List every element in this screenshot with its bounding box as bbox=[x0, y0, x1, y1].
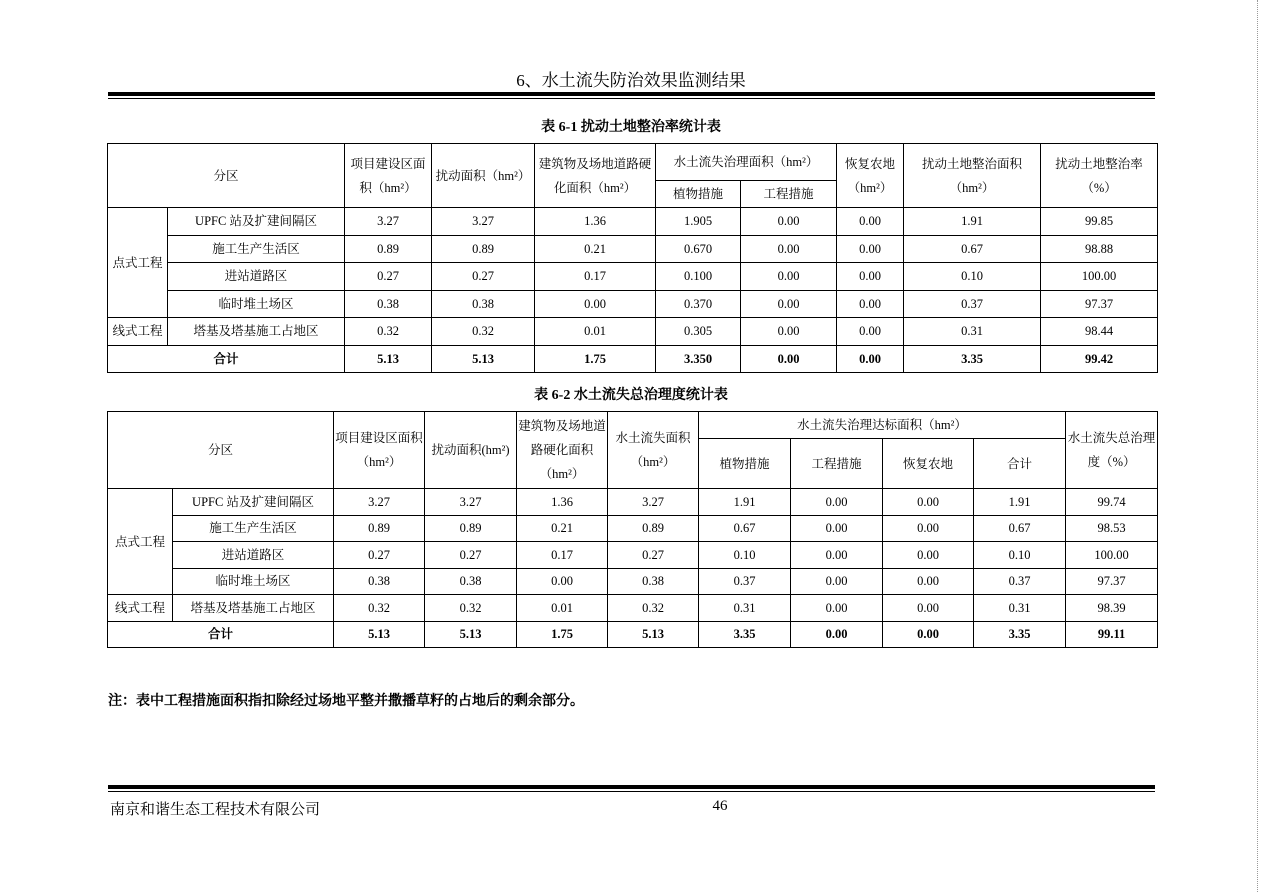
value-cell: 0.00 bbox=[883, 595, 974, 622]
total-cell: 5.13 bbox=[345, 345, 432, 373]
value-cell: 0.32 bbox=[608, 595, 699, 622]
header-farm: 恢复农地 bbox=[883, 439, 974, 489]
value-cell: 0.37 bbox=[974, 568, 1066, 595]
table-row bbox=[108, 489, 1158, 516]
header-eng: 工程措施 bbox=[791, 439, 883, 489]
value-cell: 0.27 bbox=[334, 542, 425, 569]
group-cell: 点式工程 bbox=[108, 208, 168, 318]
value-cell: 0.38 bbox=[334, 568, 425, 595]
zone-cell: 塔基及塔基施工占地区 bbox=[173, 595, 334, 622]
value-cell: 0.00 bbox=[791, 515, 883, 542]
header-plant: 植物措施 bbox=[699, 439, 791, 489]
value-cell: 0.38 bbox=[425, 568, 517, 595]
header-rate: 扰动土地整治率（%） bbox=[1041, 144, 1158, 208]
total-cell: 3.350 bbox=[656, 345, 741, 373]
value-cell: 0.89 bbox=[425, 515, 517, 542]
value-cell: 0.10 bbox=[904, 263, 1041, 291]
value-cell: 0.17 bbox=[517, 542, 608, 569]
value-cell: 0.00 bbox=[837, 318, 904, 346]
value-cell: 0.00 bbox=[883, 515, 974, 542]
value-cell: 0.00 bbox=[517, 568, 608, 595]
value-cell: 0.00 bbox=[741, 235, 837, 263]
value-cell: 0.89 bbox=[334, 515, 425, 542]
value-cell: 99.85 bbox=[1041, 208, 1158, 236]
value-cell: 1.91 bbox=[974, 489, 1066, 516]
value-cell: 0.67 bbox=[699, 515, 791, 542]
total-label: 合计 bbox=[108, 345, 345, 373]
table-row bbox=[108, 290, 1158, 318]
header-sum: 合计 bbox=[974, 439, 1066, 489]
zone-cell: 临时堆土场区 bbox=[168, 290, 345, 318]
header-disturb: 扰动面积（hm²） bbox=[432, 144, 535, 208]
value-cell: 0.27 bbox=[425, 542, 517, 569]
value-cell: 0.00 bbox=[741, 318, 837, 346]
total-cell: 5.13 bbox=[432, 345, 535, 373]
value-cell: 0.10 bbox=[699, 542, 791, 569]
total-cell: 99.42 bbox=[1041, 345, 1158, 373]
value-cell: 0.00 bbox=[837, 208, 904, 236]
table-row bbox=[108, 208, 1158, 236]
value-cell: 97.37 bbox=[1041, 290, 1158, 318]
value-cell: 3.27 bbox=[425, 489, 517, 516]
value-cell: 98.53 bbox=[1066, 515, 1158, 542]
header-treated: 水土流失治理面积（hm²） bbox=[656, 144, 837, 181]
footer-rule bbox=[108, 785, 1155, 789]
value-cell: 0.17 bbox=[535, 263, 656, 291]
value-cell: 0.38 bbox=[432, 290, 535, 318]
value-cell: 0.00 bbox=[883, 489, 974, 516]
table-row bbox=[108, 568, 1158, 595]
total-row bbox=[108, 345, 1158, 373]
header-build-area: 项目建设区面积（hm²） bbox=[334, 412, 425, 489]
value-cell: 0.00 bbox=[883, 568, 974, 595]
value-cell: 0.10 bbox=[974, 542, 1066, 569]
table-total-control bbox=[107, 411, 1158, 648]
value-cell: 98.44 bbox=[1041, 318, 1158, 346]
header-farm: 恢复农地（hm²） bbox=[837, 144, 904, 208]
header-disturb: 扰动面积(hm²) bbox=[425, 412, 517, 489]
total-cell: 3.35 bbox=[974, 621, 1066, 648]
section-title: 6、水土流失防治效果监测结果 bbox=[516, 71, 746, 90]
total-label: 合计 bbox=[108, 621, 334, 648]
value-cell: 0.100 bbox=[656, 263, 741, 291]
total-cell: 99.11 bbox=[1066, 621, 1158, 648]
page-number: 46 bbox=[712, 798, 728, 814]
value-cell: 98.88 bbox=[1041, 235, 1158, 263]
header-rule bbox=[108, 92, 1155, 96]
total-cell: 1.75 bbox=[517, 621, 608, 648]
value-cell: 0.00 bbox=[535, 290, 656, 318]
value-cell: 1.905 bbox=[656, 208, 741, 236]
value-cell: 0.00 bbox=[741, 208, 837, 236]
value-cell: 0.31 bbox=[904, 318, 1041, 346]
value-cell: 0.32 bbox=[432, 318, 535, 346]
zone-cell: UPFC 站及扩建间隔区 bbox=[173, 489, 334, 516]
value-cell: 0.38 bbox=[345, 290, 432, 318]
total-cell: 3.35 bbox=[699, 621, 791, 648]
value-cell: 3.27 bbox=[432, 208, 535, 236]
value-cell: 0.00 bbox=[837, 290, 904, 318]
zone-cell: 施工生产生活区 bbox=[173, 515, 334, 542]
table2-caption: 表 6-2 水土流失总治理度统计表 bbox=[534, 388, 728, 403]
value-cell: 0.370 bbox=[656, 290, 741, 318]
table-row bbox=[108, 515, 1158, 542]
table-row bbox=[108, 595, 1158, 622]
value-cell: 0.89 bbox=[608, 515, 699, 542]
header-loss: 水土流失面积（hm²） bbox=[608, 412, 699, 489]
value-cell: 0.00 bbox=[791, 595, 883, 622]
total-cell: 0.00 bbox=[741, 345, 837, 373]
zone-cell: 进站道路区 bbox=[168, 263, 345, 291]
value-cell: 0.00 bbox=[883, 542, 974, 569]
value-cell: 1.91 bbox=[904, 208, 1041, 236]
header-plant: 植物措施 bbox=[656, 181, 741, 208]
value-cell: 0.31 bbox=[699, 595, 791, 622]
table-land-rectification bbox=[107, 143, 1158, 373]
value-cell: 0.37 bbox=[904, 290, 1041, 318]
value-cell: 0.670 bbox=[656, 235, 741, 263]
group-cell: 点式工程 bbox=[108, 489, 173, 595]
header-degree: 水土流失总治理度（%） bbox=[1066, 412, 1158, 489]
value-cell: 0.00 bbox=[741, 290, 837, 318]
value-cell: 97.37 bbox=[1066, 568, 1158, 595]
total-cell: 0.00 bbox=[791, 621, 883, 648]
table-row bbox=[108, 318, 1158, 346]
total-row bbox=[108, 621, 1158, 648]
header-hardened: 建筑物及场地道路硬化面积（hm²） bbox=[517, 412, 608, 489]
header-rule-thin bbox=[108, 98, 1155, 99]
value-cell: 0.32 bbox=[334, 595, 425, 622]
zone-cell: 塔基及塔基施工占地区 bbox=[168, 318, 345, 346]
value-cell: 0.00 bbox=[791, 568, 883, 595]
zone-cell: UPFC 站及扩建间隔区 bbox=[168, 208, 345, 236]
value-cell: 0.21 bbox=[535, 235, 656, 263]
table1-caption: 表 6-1 扰动土地整治率统计表 bbox=[541, 120, 721, 135]
value-cell: 100.00 bbox=[1066, 542, 1158, 569]
total-cell: 3.35 bbox=[904, 345, 1041, 373]
value-cell: 0.27 bbox=[345, 263, 432, 291]
total-cell: 0.00 bbox=[883, 621, 974, 648]
value-cell: 0.37 bbox=[699, 568, 791, 595]
group-cell: 线式工程 bbox=[108, 595, 173, 622]
header-rect-area: 扰动土地整治面积（hm²） bbox=[904, 144, 1041, 208]
table-note: 注：表中工程措施面积指扣除经过场地平整并撒播草籽的占地后的剩余部分。 bbox=[108, 694, 584, 709]
zone-cell: 进站道路区 bbox=[173, 542, 334, 569]
value-cell: 0.32 bbox=[345, 318, 432, 346]
zone-cell: 施工生产生活区 bbox=[168, 235, 345, 263]
group-cell: 线式工程 bbox=[108, 318, 168, 346]
value-cell: 0.27 bbox=[432, 263, 535, 291]
table-row bbox=[108, 263, 1158, 291]
header-hardened: 建筑物及场地道路硬化面积（hm²） bbox=[535, 144, 656, 208]
header-reached: 水土流失治理达标面积（hm²） bbox=[699, 412, 1066, 439]
value-cell: 0.38 bbox=[608, 568, 699, 595]
value-cell: 0.00 bbox=[837, 263, 904, 291]
total-cell: 0.00 bbox=[837, 345, 904, 373]
value-cell: 0.00 bbox=[791, 489, 883, 516]
header-zone: 分区 bbox=[108, 144, 345, 208]
footer-company: 南京和谐生态工程技术有限公司 bbox=[110, 802, 321, 818]
value-cell: 3.27 bbox=[334, 489, 425, 516]
total-cell: 5.13 bbox=[334, 621, 425, 648]
header-zone: 分区 bbox=[108, 412, 334, 489]
total-cell: 5.13 bbox=[425, 621, 517, 648]
value-cell: 0.89 bbox=[345, 235, 432, 263]
value-cell: 3.27 bbox=[608, 489, 699, 516]
value-cell: 0.00 bbox=[837, 235, 904, 263]
value-cell: 0.00 bbox=[741, 263, 837, 291]
header-build-area: 项目建设区面积（hm²） bbox=[345, 144, 432, 208]
value-cell: 99.74 bbox=[1066, 489, 1158, 516]
value-cell: 0.32 bbox=[425, 595, 517, 622]
value-cell: 1.36 bbox=[535, 208, 656, 236]
footer-rule-thin bbox=[108, 791, 1155, 792]
value-cell: 0.01 bbox=[517, 595, 608, 622]
value-cell: 0.67 bbox=[904, 235, 1041, 263]
value-cell: 0.67 bbox=[974, 515, 1066, 542]
value-cell: 1.91 bbox=[699, 489, 791, 516]
total-cell: 5.13 bbox=[608, 621, 699, 648]
value-cell: 0.27 bbox=[608, 542, 699, 569]
header-eng: 工程措施 bbox=[741, 181, 837, 208]
table-row bbox=[108, 235, 1158, 263]
value-cell: 0.305 bbox=[656, 318, 741, 346]
value-cell: 98.39 bbox=[1066, 595, 1158, 622]
value-cell: 1.36 bbox=[517, 489, 608, 516]
value-cell: 0.21 bbox=[517, 515, 608, 542]
value-cell: 0.31 bbox=[974, 595, 1066, 622]
value-cell: 100.00 bbox=[1041, 263, 1158, 291]
value-cell: 0.89 bbox=[432, 235, 535, 263]
table-row bbox=[108, 542, 1158, 569]
value-cell: 0.01 bbox=[535, 318, 656, 346]
value-cell: 3.27 bbox=[345, 208, 432, 236]
value-cell: 0.00 bbox=[791, 542, 883, 569]
zone-cell: 临时堆土场区 bbox=[173, 568, 334, 595]
total-cell: 1.75 bbox=[535, 345, 656, 373]
